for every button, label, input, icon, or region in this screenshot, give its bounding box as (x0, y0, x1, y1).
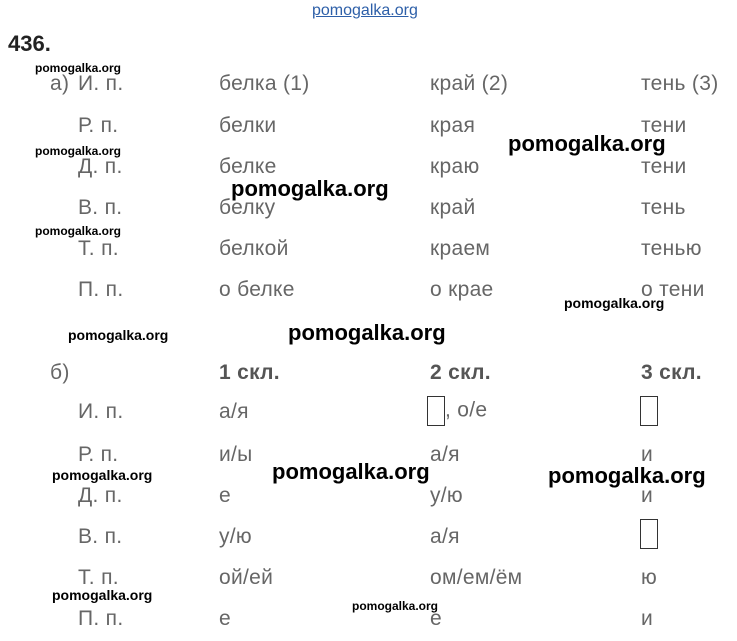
case-label: П. п. (78, 278, 124, 301)
case-label: И. п. (78, 400, 124, 423)
table-cell: у/ю (219, 525, 252, 548)
table-cell: е (430, 607, 442, 630)
ending-text: , о/е (445, 398, 488, 422)
table-cell (640, 519, 658, 549)
table-cell: о белке (219, 278, 295, 301)
table-cell: и (641, 484, 654, 507)
table-cell: а/я (430, 525, 460, 548)
watermark: pomogalka.org (52, 467, 153, 483)
table-cell: краем (430, 237, 491, 260)
case-label: Д. п. (78, 155, 123, 178)
watermark: pomogalka.org (352, 599, 439, 613)
case-label: П. п. (78, 607, 124, 630)
column-header: 2 скл. (430, 361, 491, 384)
watermark: pomogalka.org (35, 61, 122, 75)
case-label: Р. п. (78, 443, 119, 466)
part-a-label: а) (50, 72, 70, 95)
watermark: pomogalka.org (68, 327, 169, 343)
table-cell: ом/ем/ём (430, 566, 523, 589)
case-label: Т. п. (78, 566, 119, 589)
table-cell: белки (219, 114, 277, 137)
table-cell: белке (219, 155, 277, 178)
watermark: pomogalka.org (288, 320, 446, 345)
watermark: pomogalka.org (564, 295, 665, 311)
part-b-label: б) (50, 361, 70, 384)
watermark: pomogalka.org (548, 463, 706, 488)
table-cell: края (430, 114, 476, 137)
table-cell: тень (641, 196, 686, 219)
column-header: 1 скл. (219, 361, 280, 384)
table-cell: у/ю (430, 484, 463, 507)
null-ending-box (640, 396, 658, 426)
watermark: pomogalka.org (35, 224, 122, 238)
table-cell: белка (1) (219, 72, 310, 95)
table-cell (640, 396, 658, 426)
table-cell: край (430, 196, 476, 219)
table-cell: ю (641, 566, 658, 589)
table-cell: краю (430, 155, 480, 178)
table-cell: белкой (219, 237, 289, 260)
table-cell: и/ы (219, 443, 253, 466)
null-ending-box (640, 519, 658, 549)
table-cell: ой/ей (219, 566, 274, 589)
watermark-top: pomogalka.org (312, 2, 418, 19)
watermark: pomogalka.org (508, 131, 666, 156)
table-cell: о тени (641, 278, 705, 301)
case-label: И. п. (78, 72, 124, 95)
case-label: В. п. (78, 525, 123, 548)
watermark: pomogalka.org (231, 176, 389, 201)
table-cell: а/я (219, 400, 249, 423)
table-cell: е (219, 484, 231, 507)
exercise-number: 436. (8, 31, 51, 56)
null-ending-box (427, 396, 445, 426)
watermark: pomogalka.org (35, 144, 122, 158)
case-label: Т. п. (78, 237, 119, 260)
table-cell: белку (219, 196, 276, 219)
watermark: pomogalka.org (52, 587, 153, 603)
table-cell: тенью (641, 237, 702, 260)
table-cell: о крае (430, 278, 494, 301)
table-cell: край (2) (430, 72, 509, 95)
table-cell: тени (641, 155, 687, 178)
table-cell: и (641, 607, 654, 630)
case-label: Р. п. (78, 114, 119, 137)
table-cell: и (641, 443, 654, 466)
case-label: Д. п. (78, 484, 123, 507)
table-cell: тени (641, 114, 687, 137)
watermark: pomogalka.org (272, 459, 430, 484)
column-header: 3 скл. (641, 361, 702, 384)
table-cell: а/я (430, 443, 460, 466)
table-cell (427, 396, 487, 426)
case-label: В. п. (78, 196, 123, 219)
table-cell: е (219, 607, 231, 630)
table-cell: тень (3) (641, 72, 719, 95)
